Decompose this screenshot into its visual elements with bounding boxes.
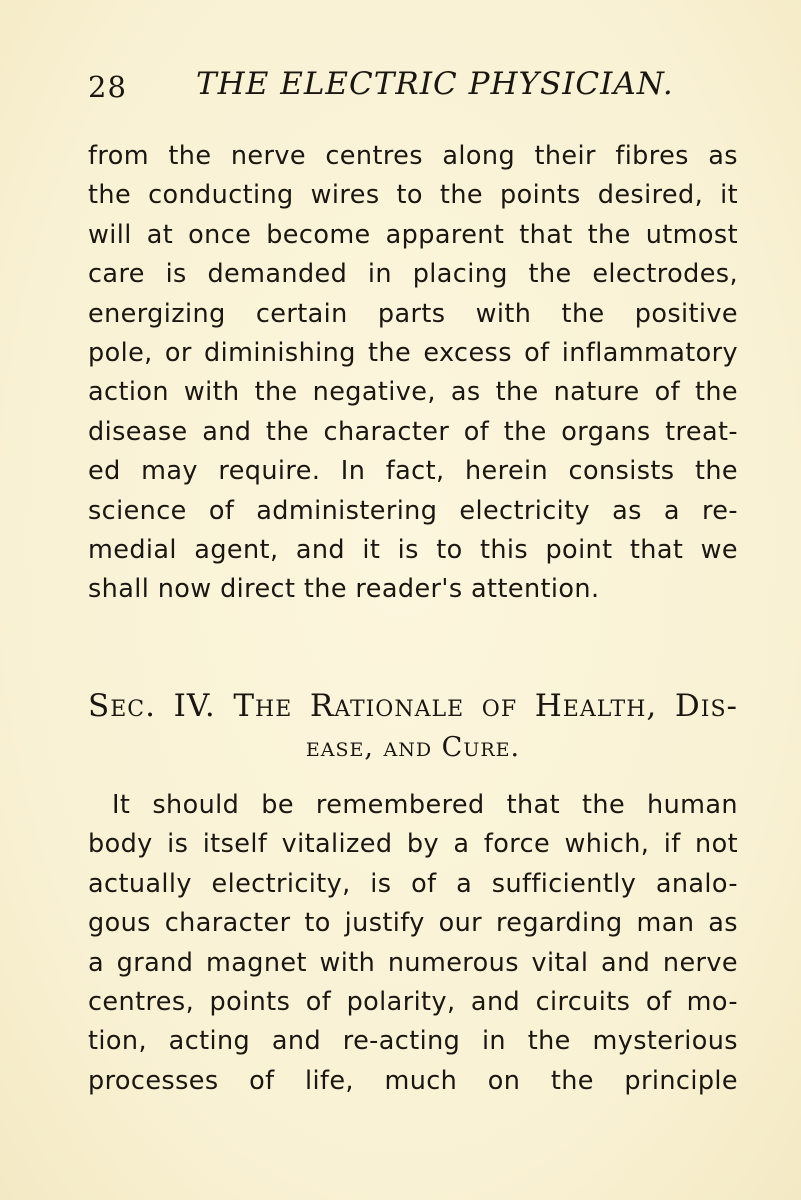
- text-line: will at once become apparent that the utmost: [88, 219, 738, 250]
- text-line: disease and the character of the organs treat-: [88, 416, 738, 447]
- text-line: from the nerve centres along their fibres as: [88, 141, 738, 171]
- text-line: centres, points of polarity, and circuits of mo-: [88, 986, 738, 1017]
- text-line: tion, acting and re-acting in the mysterious: [88, 1026, 738, 1057]
- text-line: pole, or diminishing the excess of inflammatory: [88, 337, 738, 368]
- paragraph-2: [88, 786, 738, 1101]
- text-line: gous character to justify our regarding man as: [88, 908, 738, 939]
- text-line: the conducting wires to the points desired, it: [88, 180, 738, 211]
- text-line: It should be remembered that the human: [112, 790, 738, 820]
- text-line: medial agent, and it is to this point that we: [88, 534, 738, 565]
- paragraph-1: [88, 137, 738, 610]
- running-head: [88, 66, 748, 116]
- text-line: ed may require. In fact, herein consists the: [88, 456, 738, 487]
- text-line: science of administering electricity as a re-: [88, 495, 738, 526]
- text-line: energizing certain parts with the positive: [88, 298, 738, 329]
- text-line: a grand magnet with numerous vital and nerve: [88, 947, 738, 978]
- section-heading: [88, 685, 738, 769]
- running-title: THE ELECTRIC PHYSICIAN.: [196, 66, 674, 102]
- section-heading-line-2: ease, and Cure.: [305, 732, 521, 763]
- text-line: action with the negative, as the nature of the: [88, 377, 738, 408]
- text-line: care is demanded in placing the electrodes,: [88, 259, 738, 290]
- page-number: 28: [88, 70, 127, 104]
- text-line: actually electricity, is of a sufficiently analo-: [88, 868, 738, 899]
- text-line: processes of life, much on the principle: [88, 1065, 738, 1096]
- section-heading-line-1: Sec. IV. The Rationale of Health, Dis-: [88, 688, 738, 724]
- text-line: body is itself vitalized by a force which, if not: [88, 829, 738, 860]
- text-line: shall now direct the reader's attention.: [88, 574, 600, 605]
